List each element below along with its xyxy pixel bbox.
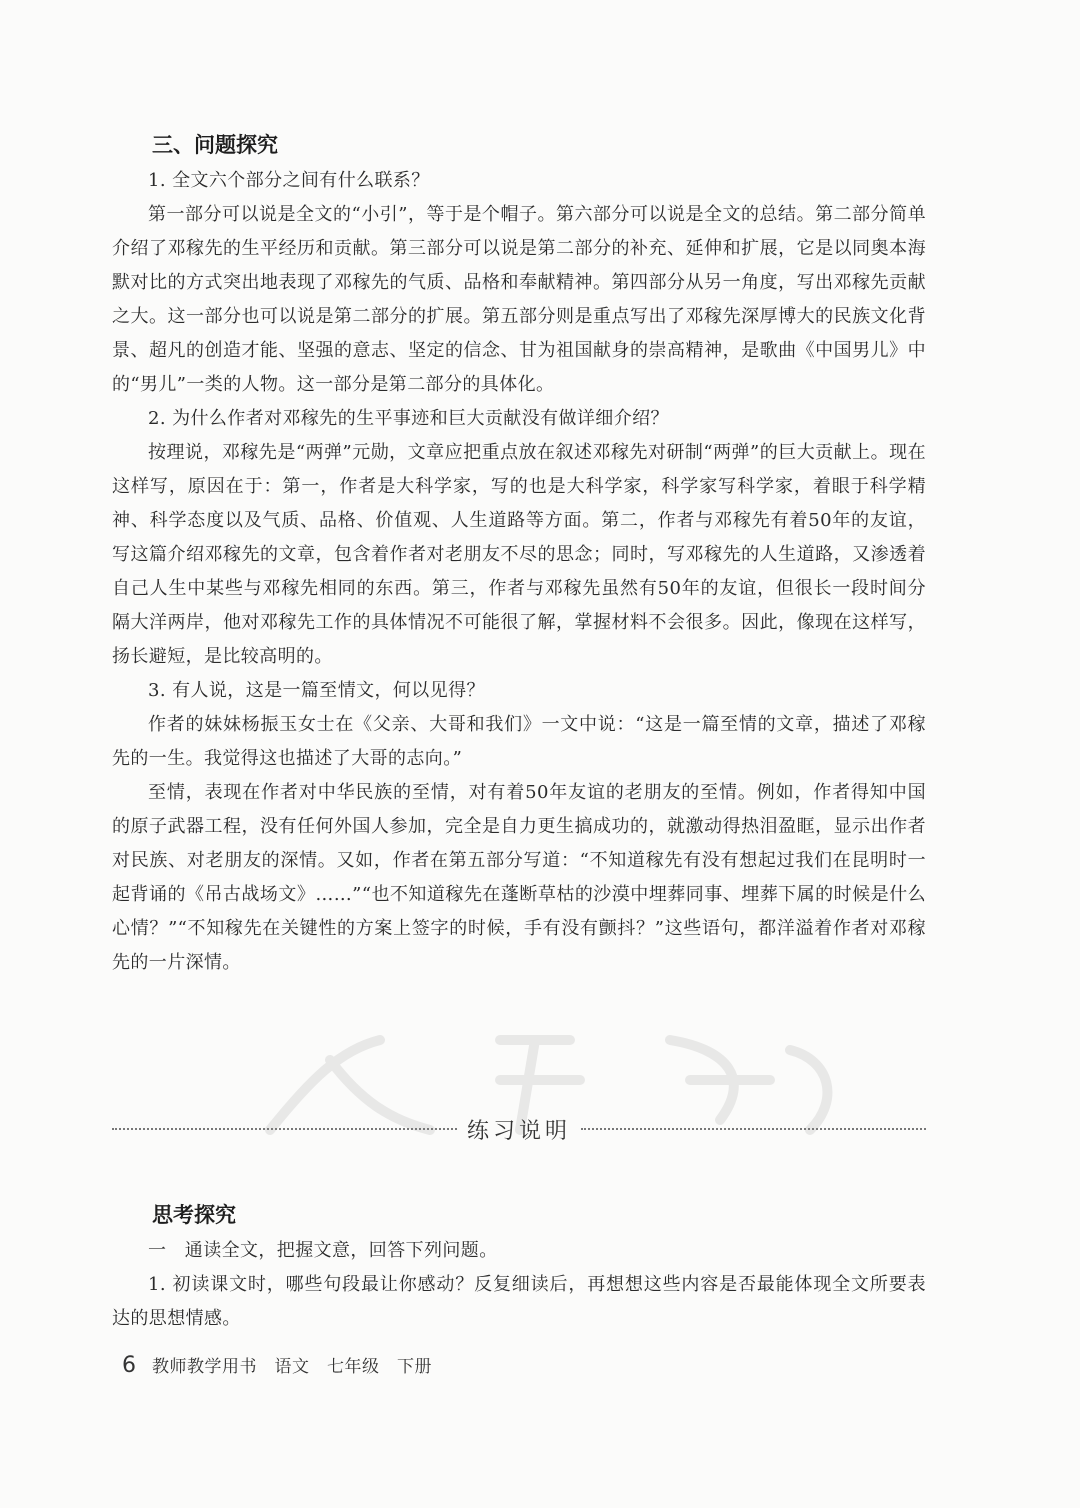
page-number: 6 xyxy=(122,1353,136,1378)
divider-line-left xyxy=(112,1128,457,1130)
answer-2: 按理说，邓稼先是“两弹”元勋，文章应把重点放在叙述邓稼先对研制“两弹”的巨大贡献上。现在这样写，原因在于：第一，作者是大科学家，写的也是大科学家，科学家写科学家，着眼于科学精神、科学态度以及气质、品格、价值观、人生道路等方面。第二，作者与邓稼先有着50年的友谊，写这篇介绍邓稼先的文章，包含着作者对老朋友不尽的思念；同时，写邓稼先的人生道路，又渗透着自己人生中某些与邓稼先相同的东西。第三，作者与邓稼先虽然有50年的友谊，但很长一段时间分隔大洋两岸，他对邓稼先工作的具体情况不可能很了解，掌握材料不会很多。因此，像现在这样写，扬长避短，是比较高明的。 xyxy=(112,442,926,667)
question-3: 3. 有人说，这是一篇至情文，何以见得？ xyxy=(148,680,485,701)
exercise-notes-divider xyxy=(112,1112,926,1146)
exercise-heading: 思考探究 xyxy=(152,1203,236,1227)
page-footer xyxy=(122,1352,432,1378)
exercise-instruction: 一 通读全文，把握文意，回答下列问题。 xyxy=(148,1240,498,1261)
answer-1: 第一部分可以说是全文的“小引”，等于是个帽子。第六部分可以说是全文的总结。第二部分简单介绍了邓稼先的生平经历和贡献。第三部分可以说是第二部分的补充、延伸和扩展，它是以同奥本海默对比的方式突出地表现了邓稼先的气质、品格和奉献精神。第四部分从另一角度，写出邓稼先贡献之大。这一部分也可以说是第二部分的扩展。第五部分则是重点写出了邓稼先深厚博大的民族文化背景、超凡的创造才能、坚强的意志、坚定的信念、甘为祖国献身的崇高精神，是歌曲《中国男儿》中的“男儿”一类的人物。这一部分是第二部分的具体化。 xyxy=(112,204,926,395)
section-thinking-exploration xyxy=(112,1198,926,1336)
question-2: 2. 为什么作者对邓稼先的生平事迹和巨大贡献没有做详细介绍？ xyxy=(148,408,669,429)
section-heading: 三、问题探究 xyxy=(152,133,278,157)
answer-3-paragraph-2: 至情，表现在作者对中华民族的至情，对有着50年友谊的老朋友的至情。例如，作者得知中国的原子武器工程，没有任何外国人参加，完全是自力更生搞成功的，就激动得热泪盈眶，显示出作者对民族、对老朋友的深情。又如，作者在第五部分写道：“不知道稼先有没有想起过我们在昆明时一起背诵的《吊古战场文》……”“也不知道稼先在蓬断草枯的沙漠中埋葬同事、埋葬下属的时候是什么心情？”“不知稼先在关键性的方案上签字的时候，手有没有颤抖？”这些语句，都洋溢着作者对邓稼先的一片深情。 xyxy=(112,782,926,973)
divider-title: 练习说明 xyxy=(467,1118,572,1144)
section-problem-exploration xyxy=(112,128,926,980)
book-title: 教师教学用书 语文 七年级 下册 xyxy=(152,1357,432,1377)
answer-3-paragraph-1: 作者的妹妹杨振玉女士在《父亲、大哥和我们》一文中说：“这是一篇至情的文章，描述了邓稼先的一生。我觉得这也描述了大哥的志向。” xyxy=(112,714,926,769)
divider-line-right xyxy=(581,1128,926,1130)
exercise-question-1: 1. 初读课文时，哪些句段最让你感动？反复细读后，再想想这些内容是否最能体现全文所要表达的思想情感。 xyxy=(112,1274,926,1329)
question-1: 1. 全文六个部分之间有什么联系？ xyxy=(148,170,430,191)
